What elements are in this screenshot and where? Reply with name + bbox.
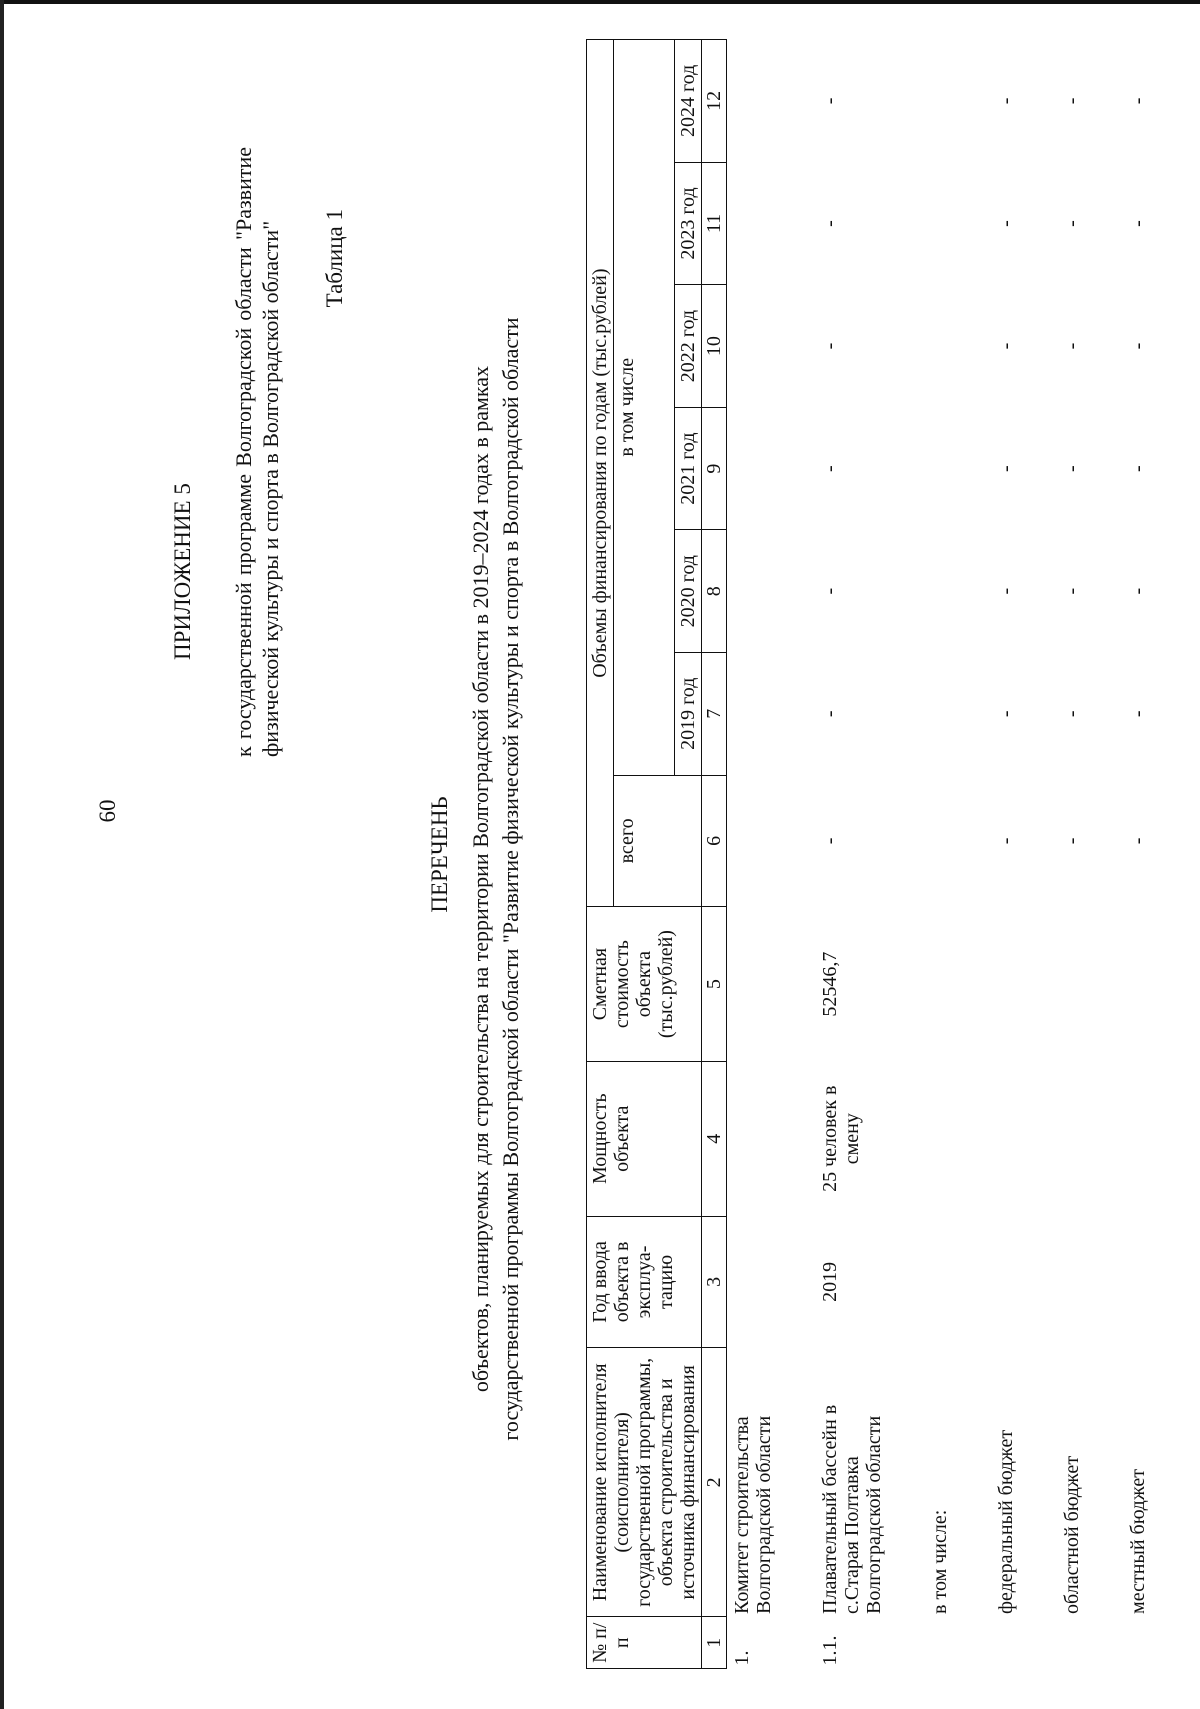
header-capacity: Мощность объекта: [587, 1061, 702, 1216]
row-capacity: 25 человек в смену: [819, 1085, 863, 1192]
row-value: [727, 652, 780, 775]
row-value: [925, 652, 955, 775]
header-total: всего: [614, 775, 702, 907]
row-cost: [925, 907, 955, 1062]
row-value: -: [1127, 342, 1149, 350]
column-number: 7: [702, 652, 727, 775]
header-year-2020: 2020 год: [675, 530, 702, 653]
column-number: 12: [702, 40, 727, 163]
subtitle-line-2: государственной программы Волгоградской области "Развитие физической культуры и спорта в Волгоградской области: [498, 317, 523, 1441]
row-value: -: [819, 710, 841, 718]
row-value: -: [819, 220, 841, 227]
row-name: Комитет строительства Волгоградской области: [731, 1415, 775, 1614]
appendix-title: ПРИЛОЖЕНИЕ 5: [170, 483, 195, 660]
header-cost: Сметная стоимость объекта (тыс.рублей): [587, 907, 702, 1062]
page-number: 60: [95, 799, 120, 823]
row-num: [1057, 1617, 1087, 1669]
column-number: 5: [702, 907, 727, 1062]
row-value: [925, 530, 955, 653]
column-number: 11: [702, 162, 727, 285]
row-value: -: [995, 465, 1017, 472]
row-cost: [727, 907, 780, 1062]
row-name: в том числе:: [929, 1509, 951, 1614]
row-value: -: [995, 587, 1017, 595]
table-row: [1057, 40, 1087, 1669]
row-value: [727, 40, 780, 163]
row-year: [1123, 1216, 1153, 1348]
row-value: -: [1061, 837, 1083, 845]
column-number-row: [702, 40, 727, 1669]
document-subtitle: [466, 179, 526, 1579]
table-row: [1123, 40, 1153, 1669]
row-num: [925, 1617, 955, 1669]
row-value: [925, 162, 955, 285]
row-spacer-cell: [1087, 40, 1123, 1669]
row-spacer: [889, 40, 925, 1669]
row-year: [727, 1216, 780, 1348]
row-spacer-cell: [955, 40, 991, 1669]
row-value: -: [1061, 342, 1083, 350]
row-value: -: [995, 97, 1017, 105]
column-number: 1: [702, 1617, 727, 1669]
row-value: -: [819, 587, 841, 595]
row-value: -: [1127, 220, 1149, 227]
row-capacity: [991, 1061, 1021, 1216]
header-including: в том числе: [614, 40, 675, 776]
row-value: -: [1061, 587, 1083, 595]
header-funding: Объемы финансирования по годам (тыс.рублей): [587, 40, 614, 907]
row-name: федеральный бюджет: [995, 1429, 1017, 1614]
row-spacer-cell: [1153, 40, 1189, 1669]
row-spacer: [1021, 40, 1057, 1669]
row-value: [925, 775, 955, 907]
table-body: [727, 40, 1190, 1669]
row-value: -: [819, 837, 841, 845]
row-spacer: [1087, 40, 1123, 1669]
row-year: [991, 1216, 1021, 1348]
table-row: [925, 40, 955, 1669]
row-num: [1123, 1617, 1153, 1669]
row-cost: [991, 907, 1021, 1062]
row-cost: [1123, 907, 1153, 1062]
row-value: [925, 407, 955, 530]
row-capacity: [727, 1061, 780, 1216]
table-label: Таблица 1: [322, 209, 347, 308]
header-year-2023: 2023 год: [675, 162, 702, 285]
row-value: -: [995, 342, 1017, 350]
column-number: 10: [702, 285, 727, 408]
row-value: -: [995, 710, 1017, 718]
row-value: -: [1127, 710, 1149, 718]
row-year: [1057, 1216, 1087, 1348]
header-name: Наименование исполнителя (соисполнителя) государственной программы, объекта строительства и источника финансирования: [587, 1348, 702, 1617]
row-year: 2019: [819, 1261, 841, 1302]
row-spacer: [1153, 40, 1189, 1669]
column-number: 3: [702, 1216, 727, 1348]
table-row: [815, 40, 889, 1669]
header-year-2024: 2024 год: [675, 40, 702, 163]
row-spacer-cell: [779, 40, 815, 1669]
row-value: [727, 407, 780, 530]
row-value: [727, 775, 780, 907]
row-value: -: [1127, 465, 1149, 472]
row-value: [727, 530, 780, 653]
column-number: 2: [702, 1348, 727, 1617]
row-spacer-cell: [1021, 40, 1057, 1669]
row-value: -: [1061, 97, 1083, 105]
row-value: [925, 40, 955, 163]
row-value: [727, 285, 780, 408]
row-value: -: [819, 97, 841, 105]
table-row: [727, 40, 780, 1669]
row-name: местный бюджет: [1127, 1469, 1149, 1614]
row-name: Плавательный бассейн в с.Старая Полтавка Волгоградской области: [819, 1404, 885, 1614]
header-year-2019: 2019 год: [675, 652, 702, 775]
row-cost: [1057, 907, 1087, 1062]
appendix-text: к государственной программе Волгоградской области "Развитие физической культуры и спорта в Волгоградской области": [231, 147, 283, 757]
row-capacity: [1123, 1061, 1153, 1216]
row-value: -: [1127, 97, 1149, 105]
document-title: ПЕРЕЧЕНЬ: [427, 796, 452, 913]
row-value: -: [1061, 220, 1083, 227]
column-number: 4: [702, 1061, 727, 1216]
row-spacer: [779, 40, 815, 1669]
header-year: Год ввода объекта в эксплуа-тацию: [587, 1216, 702, 1348]
row-value: -: [819, 465, 841, 472]
header-year-2022: 2022 год: [675, 285, 702, 408]
row-value: -: [1127, 587, 1149, 595]
row-value: -: [995, 837, 1017, 845]
row-num: [991, 1617, 1021, 1669]
row-value: -: [819, 342, 841, 350]
row-spacer: [955, 40, 991, 1669]
row-year: [925, 1216, 955, 1348]
row-cost: 52546,7: [819, 951, 841, 1017]
header-year-2021: 2021 год: [675, 407, 702, 530]
row-value: [925, 285, 955, 408]
row-value: -: [995, 220, 1017, 227]
table-row: [991, 40, 1021, 1669]
row-num: 1.1.: [819, 1635, 841, 1666]
header-num: № п/п: [587, 1617, 702, 1669]
row-capacity: [925, 1061, 955, 1216]
row-spacer-cell: [889, 40, 925, 1669]
row-value: [727, 162, 780, 285]
row-value: -: [1061, 710, 1083, 718]
row-value: -: [1127, 837, 1149, 845]
object-table: [586, 39, 1189, 1669]
row-name: областной бюджет: [1061, 1455, 1083, 1614]
row-num: 1.: [731, 1650, 753, 1666]
subtitle-line-1: объектов, планируемых для строительства на территории Волгоградской области в 2019–2024 годах в рамках: [468, 365, 493, 1393]
column-number: 8: [702, 530, 727, 653]
row-value: -: [1061, 465, 1083, 472]
column-number: 6: [702, 775, 727, 907]
row-capacity: [1057, 1061, 1087, 1216]
column-number: 9: [702, 407, 727, 530]
